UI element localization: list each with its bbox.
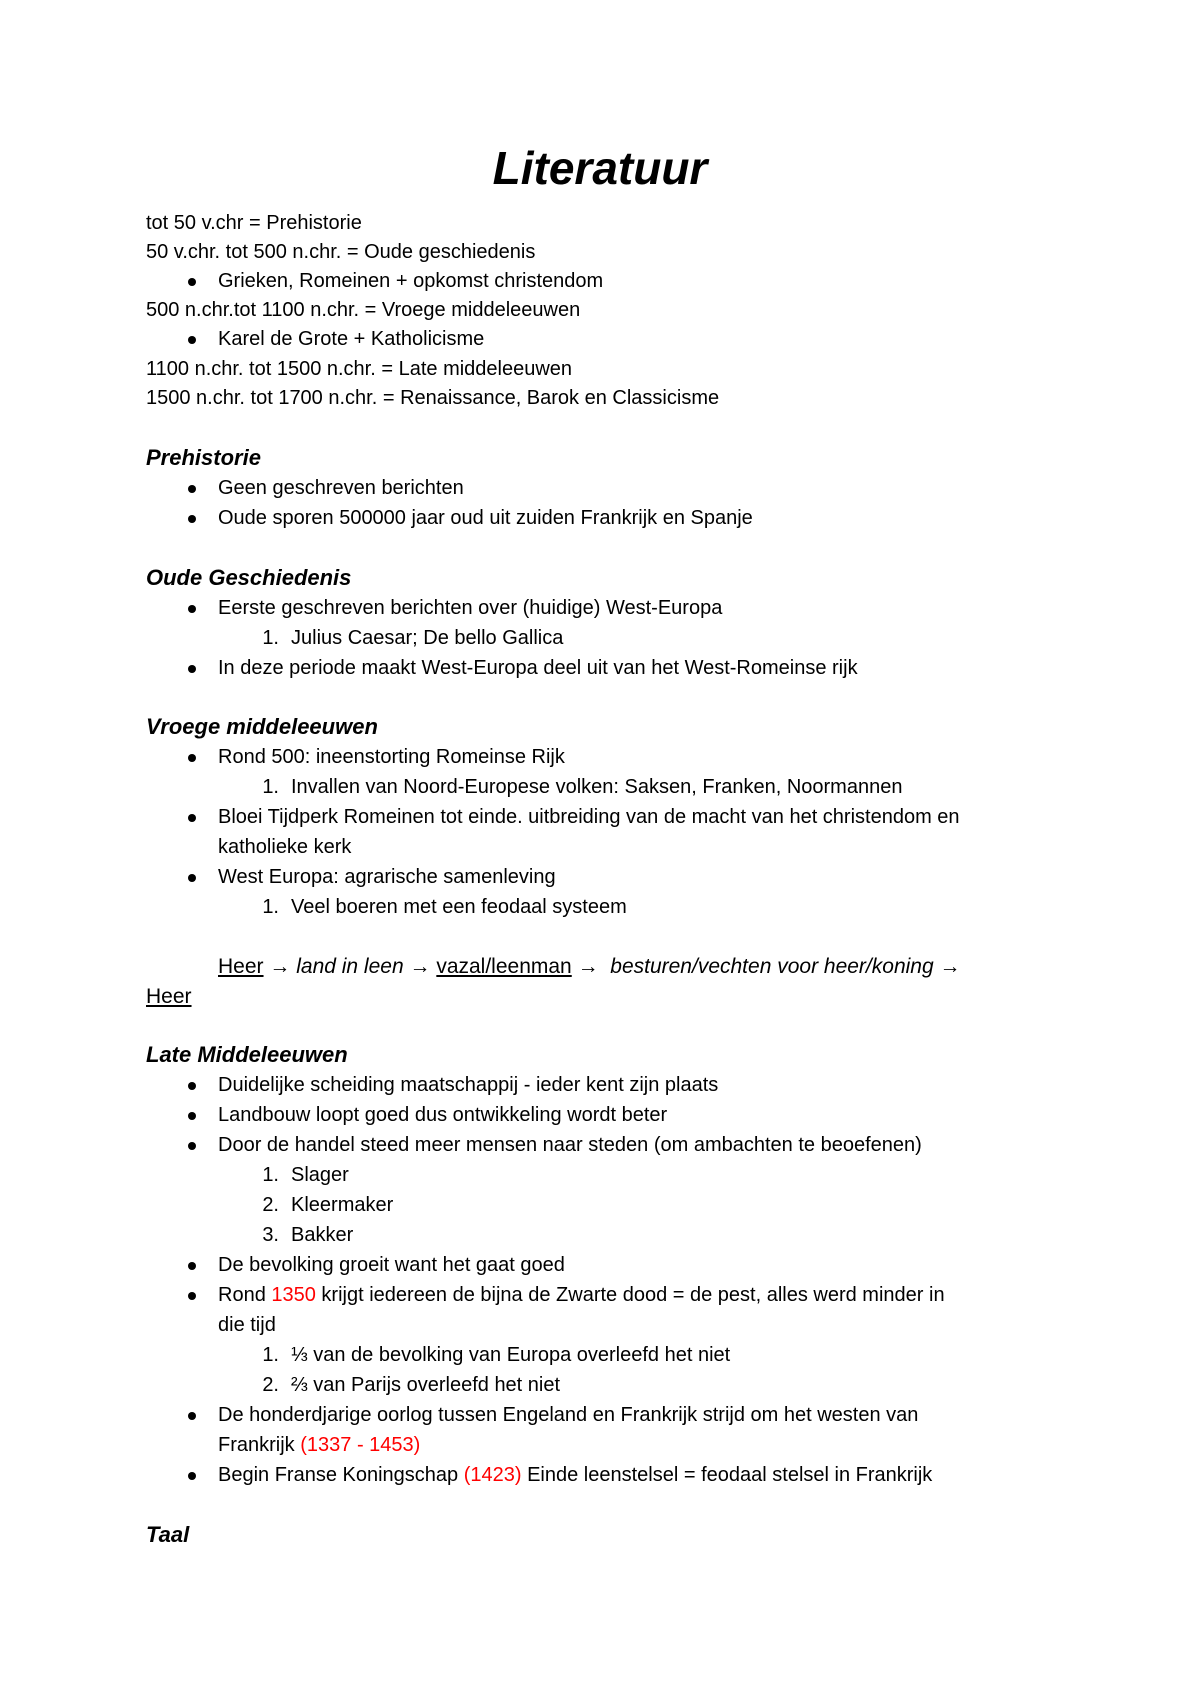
list-item-continuation: katholieke kerk [218, 836, 352, 858]
timeline-line: tot 50 v.chr = Prehistorie [146, 212, 362, 234]
numbered-item: 1. Julius Caesar; De bello Gallica [262, 627, 564, 649]
list-item: Door de handel steed meer mensen naar steden (om ambachten te beoefenen) [218, 1131, 922, 1159]
list-item: Grieken, Romeinen + opkomst christendom [218, 267, 603, 295]
list-item: De bevolking groeit want het gaat goed [218, 1251, 565, 1279]
list-item: Oude sporen 500000 jaar oud uit zuiden Frankrijk en Spanje [218, 504, 753, 532]
section-heading-vroege-middeleeuwen: Vroege middeleeuwen [146, 714, 378, 739]
list-item: Bloei Tijdperk Romeinen tot einde. uitbreiding van de macht van het christendom en [218, 803, 960, 831]
arrow-icon: → [577, 955, 599, 978]
numbered-item: 3. Bakker [262, 1224, 354, 1246]
section-heading-taal: Taal [146, 1522, 190, 1547]
section-heading-prehistorie: Prehistorie [146, 445, 261, 470]
list-item-continuation: Frankrijk (1337 - 1453) [218, 1434, 421, 1456]
section-heading-late-middeleeuwen: Late Middeleeuwen [146, 1042, 348, 1067]
feudal-chain [218, 953, 961, 981]
list-item: Duidelijke scheiding maatschappij - ieder kent zijn plaats [218, 1071, 718, 1099]
timeline-line: 500 n.chr.tot 1100 n.chr. = Vroege middeleeuwen [146, 299, 581, 321]
list-item: Rond 1350 krijgt iedereen de bijna de Zwarte dood = de pest, alles werd minder in [218, 1281, 945, 1309]
numbered-item: 1. ⅓ van de bevolking van Europa overleefd het niet [262, 1344, 731, 1366]
arrow-icon: → [409, 955, 431, 978]
list-item: Rond 500: ineenstorting Romeinse Rijk [218, 743, 565, 771]
numbered-item: 1. Veel boeren met een feodaal systeem [262, 896, 627, 918]
page-title: Literatuur [492, 142, 708, 194]
list-item: Geen geschreven berichten [218, 474, 464, 502]
timeline-line: 1500 n.chr. tot 1700 n.chr. = Renaissance, Barok en Classicisme [146, 387, 720, 409]
list-item: Karel de Grote + Katholicisme [218, 325, 484, 353]
timeline-line: 50 v.chr. tot 500 n.chr. = Oude geschiedenis [146, 241, 536, 263]
list-item: West Europa: agrarische samenleving [218, 863, 556, 891]
chain-heer-end: Heer [146, 985, 192, 1008]
highlight-years: (1337 - 1453) [300, 1434, 421, 1456]
chain-besturen: besturen/vechten voor heer/koning [610, 955, 934, 978]
highlight-year: 1350 [271, 1284, 316, 1306]
numbered-item: 2. ⅔ van Parijs overleefd het niet [262, 1374, 561, 1396]
numbered-item: 1. Slager [262, 1164, 349, 1186]
section-heading-oude-geschiedenis: Oude Geschiedenis [146, 565, 352, 590]
list-item: Begin Franse Koningschap (1423) Einde leenstelsel = feodaal stelsel in Frankrijk [218, 1461, 932, 1489]
timeline-line: 1100 n.chr. tot 1500 n.chr. = Late middeleeuwen [146, 358, 573, 380]
list-item: De honderdjarige oorlog tussen Engeland en Frankrijk strijd om het westen van [218, 1401, 918, 1429]
arrow-icon: → [269, 955, 291, 978]
list-item: Eerste geschreven berichten over (huidige) West-Europa [218, 594, 722, 622]
list-item-continuation: die tijd [218, 1314, 276, 1336]
numbered-item: 2. Kleermaker [262, 1194, 394, 1216]
chain-vazal: vazal/leenman [436, 955, 572, 978]
arrow-icon: → [939, 955, 961, 978]
highlight-year: (1423) [463, 1464, 522, 1486]
list-item: Landbouw loopt goed dus ontwikkeling wordt beter [218, 1101, 667, 1129]
chain-land-in-leen: land in leen [296, 955, 404, 978]
list-item: In deze periode maakt West-Europa deel uit van het West-Romeinse rijk [218, 654, 858, 682]
numbered-item: 1. Invallen van Noord-Europese volken: Saksen, Franken, Noormannen [262, 776, 903, 798]
chain-heer: Heer [218, 955, 264, 978]
